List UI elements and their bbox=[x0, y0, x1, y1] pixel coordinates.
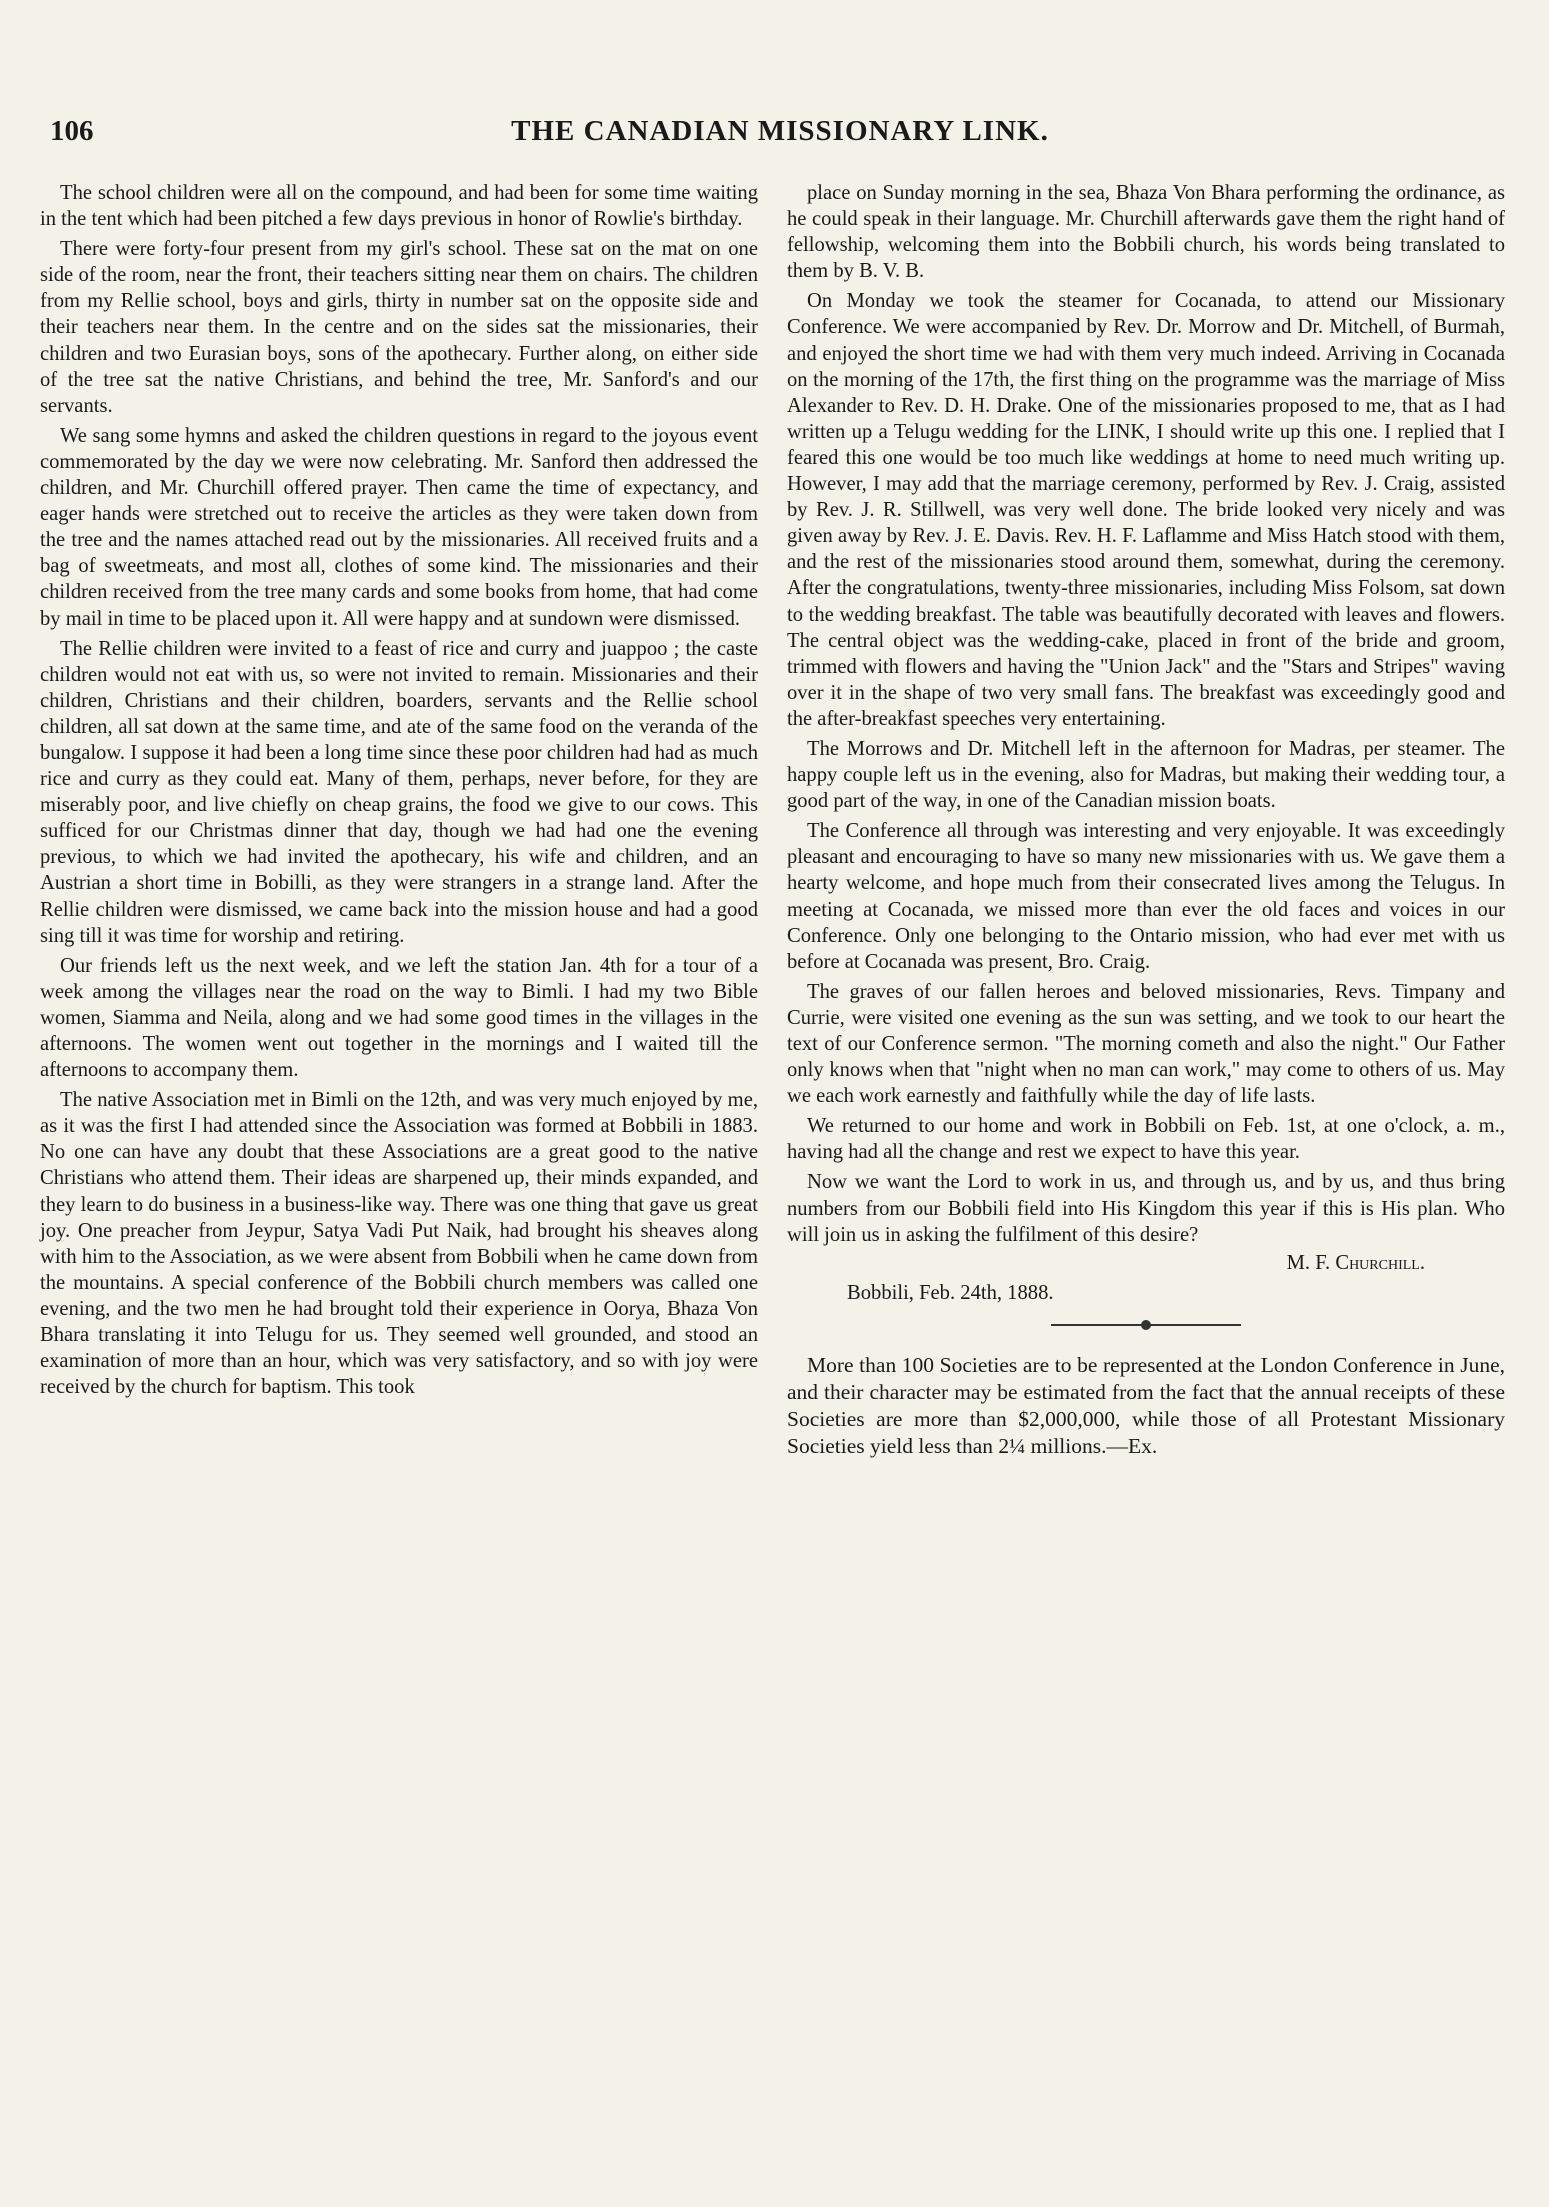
paragraph: Our friends left us the next week, and we left the station Jan. 4th for a tour of a week among the villages near the road on the way to Bimli. I had my two Bible women, Siamma and Neila, along and we had some good times in the villages in the afternoons. The women went out together in the mornings and I waited till the afternoons to accompany them. bbox=[40, 954, 758, 1082]
paragraph: On Monday we took the steamer for Cocanada, to attend our Missionary Conference. We were accompanied by Rev. Dr. Morrow and Dr. Mitchell, of Burmah, and enjoyed the short time we had with them very much indeed. Arriving in Cocanada on the morning of the 17th, the first thing on the programme was the marriage of Miss Alexander to Rev. D. H. Drake. One of the missionaries proposed to me, that as I had written up a Telugu wedding for the LINK, I should write up this one. I replied that I feared this one would be too much like weddings at home to need much writing up. However, I may add that the marriage ceremony, performed by Rev. J. Craig, assisted by Rev. J. R. Stillwell, was very well done. The bride looked very nicely and was given away by Rev. J. E. Davis. Rev. H. F. Laflamme and Miss Hatch stood with them, and the rest of the missionaries stood around them, somewhat, during the ceremony. After the congratulations, twenty-three missionaries, including Miss Folsom, sat down to the wedding breakfast. The table was beautifully decorated with leaves and flowers. The central object was the wedding-cake, placed in front of the bride and groom, trimmed with flowers and having the "Union Jack" and the "Stars and Stripes" waving over it in the shape of two very small fans. The breakfast was exceedingly good and the after-breakfast speeches very entertaining. bbox=[787, 290, 1505, 730]
page-header bbox=[50, 115, 1510, 163]
page-number: 106 bbox=[50, 115, 94, 147]
paragraph: We sang some hymns and asked the children questions in regard to the joyous event commemorated by the day we were now celebrating. Mr. Sanford then addressed the children, and Mr. Churchill offered prayer. Then came the time of expectancy, and eager hands were stretched out to receive the articles as they were taken down from the tree and the names attached read out by the missionaries. All received fruits and a bag of sweetmeats, and most all, clothes of some kind. The missionaries and their children received from the tree many cards and some books from home, that had come by mail in time to be placed upon it. All were happy and at sundown were dismissed. bbox=[40, 424, 758, 630]
paragraph: The school children were all on the compound, and had been for some time waiting in the tent which had been pitched a few days previous in honor of Rowlie's birthday. bbox=[40, 182, 758, 231]
notice-text: More than 100 Societies are to be represented at the London Conference in June, and their character may be estimated from the fact that the annual receipts of these Societies are more than $2,000,000, while those of all Protestant Missionary Societies yield less than 2¼ millions.—Ex. bbox=[787, 1352, 1505, 1458]
dateline: Bobbili, Feb. 24th, 1888. bbox=[847, 1281, 1054, 1304]
paragraph: place on Sunday morning in the sea, Bhaza Von Bhara performing the ordinance, as he could speak in their language. Mr. Churchill afterwards gave them the right hand of fellowship, welcoming them into the Bobbili church, his words being translated to them by B. V. B. bbox=[787, 182, 1505, 283]
paragraph: The native Association met in Bimli on the 12th, and was very much enjoyed by me, as it was the first I had attended since the Association was formed at Bobbili in 1883. No one can have any doubt that these Associations are a great good to the native Christians who attend them. Their ideas are sharpened up, their minds expanded, and they learn to do business in a business-like way. There was one thing that gave us great joy. One preacher from Jeypur, Satya Vadi Put Naik, had brought his sheaves along with him to the Association, as we were absent from Bobbili when he came down from the mountains. A special conference of the Bobbili church members was called one evening, and the two men he had brought told their experience in Oorya, Bhaza Von Bhara translating it into Telugu for us. They seemed well grounded, and stood an examination of more than an hour, which was very satisfactory, and so with joy were received by the church for baptism. This took bbox=[40, 1089, 758, 1399]
paragraph: We returned to our home and work in Bobbili on Feb. 1st, at one o'clock, a. m., having had all the change and rest we expect to have this year. bbox=[787, 1115, 1505, 1164]
paragraph: There were forty-four present from my girl's school. These sat on the mat on one side of the room, near the front, their teachers sitting near them on chairs. The children from my Rellie school, boys and girls, thirty in number sat on the opposite side and their teachers near them. In the centre and on the sides sat the missionaries, their children and two Eurasian boys, sons of the apothecary. Further along, on either side of the tree sat the native Christians, and behind the tree, Mr. Sanford's and our servants. bbox=[40, 238, 758, 417]
paragraph: Now we want the Lord to work in us, and through us, and by us, and thus bring numbers from our Bobbili field into His Kingdom this year if this is His plan. Who will join us in asking the fulfilment of this desire? bbox=[787, 1171, 1505, 1246]
paragraph: The graves of our fallen heroes and beloved missionaries, Revs. Timpany and Currie, were visited one evening as the sun was setting, and we took to our heart the text of our Conference sermon. "The morning cometh and also the night." Our Father only knows when that "night when no man can work," may come to others of us. May we each work earnestly and faithfully while the day of life lasts. bbox=[787, 980, 1505, 1108]
author-signature: M. F. Churchill. bbox=[1286, 1251, 1425, 1274]
paragraph: The Morrows and Dr. Mitchell left in the afternoon for Madras, per steamer. The happy couple left us in the evening, also for Madras, but making their wedding tour, a good part of the way, in one of the Canadian mission boats. bbox=[787, 737, 1505, 813]
section-divider bbox=[1051, 1324, 1241, 1326]
right-column bbox=[787, 180, 1505, 1460]
notice-block bbox=[787, 1352, 1505, 1460]
paragraph: The Conference all through was interesting and very enjoyable. It was exceedingly pleasant and encouraging to have so many new missionaries with us. We gave them a hearty welcome, and hope much from their consecrated lives among the Telugus. In meeting at Cocanada, we missed more than ever the old faces and voices in our Conference. Only one belonging to the Ontario mission, who had ever met with us before at Cocanada was present, Bro. Craig. bbox=[787, 820, 1505, 973]
paragraph: The Rellie children were invited to a feast of rice and curry and juappoo ; the caste children would not eat with us, so were not invited to remain. Missionaries and their children, Christians and their children, boarders, servants and the Rellie school children, all sat down at the same time, and ate of the same food on the veranda of the bungalow. I suppose it had been a long time since these poor children had had as much rice and curry as they could eat. Many of them, perhaps, never before, for they are miserably poor, and live chiefly on cheap grains, the food we give to our cows. This sufficed for our Christmas dinner that day, though we had had one the evening previous, to which we had invited the apothecary, his wife and children, and an Austrian a short time in Bobilli, as they were strangers in a strange land. After the Rellie children were dismissed, we came back into the mission house and had a good sing till it was time for worship and retiring. bbox=[40, 637, 758, 947]
journal-title: THE CANADIAN MISSIONARY LINK. bbox=[511, 115, 1049, 147]
left-column bbox=[40, 180, 758, 1400]
